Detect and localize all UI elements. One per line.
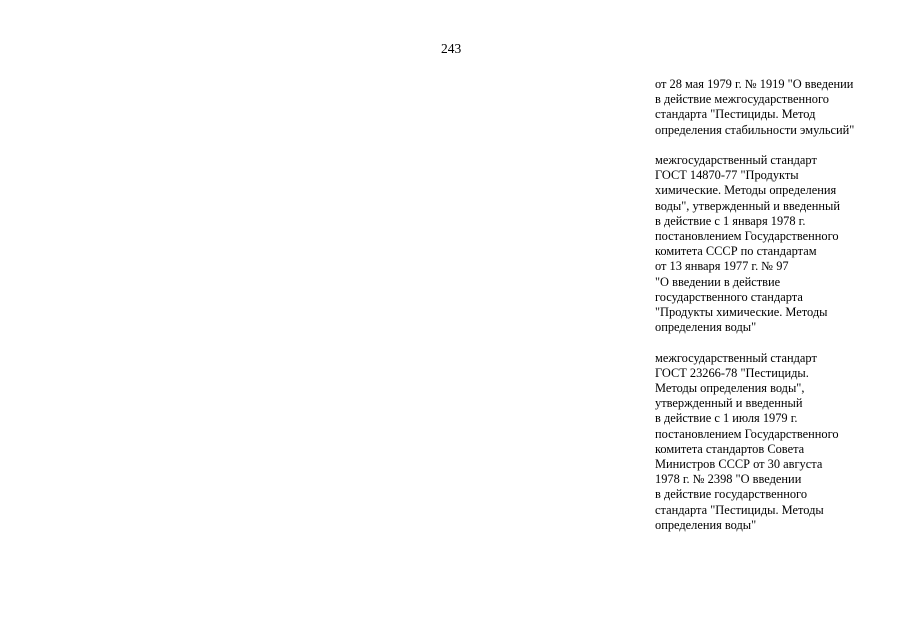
text-line: "О введении в действие <box>655 274 781 289</box>
text-line: комитета СССР по стандартам <box>655 244 817 259</box>
text-line: Методы определения воды", <box>655 381 805 396</box>
text-block-1 <box>655 77 895 138</box>
text-line: в действие с 1 июля 1979 г. <box>655 411 798 426</box>
text-line: межгосударственный стандарт <box>655 350 817 365</box>
text-line: химические. Методы определения <box>655 183 837 198</box>
page-number: 243 <box>441 41 462 56</box>
text-column <box>655 77 895 548</box>
text-line: определения стабильности эмульсий" <box>655 122 855 137</box>
text-line: стандарта "Пестициды. Метод <box>655 107 816 122</box>
text-line: межгосударственный стандарт <box>655 153 817 167</box>
text-line: утвержденный и введенный <box>655 396 803 411</box>
text-line: воды", утвержденный и введенный <box>655 198 840 213</box>
text-line: постановлением Государственного <box>655 426 839 441</box>
text-line: в действие с 1 января 1978 г. <box>655 213 806 228</box>
text-line: комитета стандартов Совета <box>655 441 805 456</box>
text-line: Министров СССР от 30 августа <box>655 457 823 472</box>
text-line: постановлением Государственного <box>655 229 839 244</box>
text-line: в действие межгосударственного <box>655 92 829 107</box>
text-line: ГОСТ 14870-77 "Продукты <box>655 168 799 183</box>
text-block-2 <box>655 153 895 335</box>
text-line: в действие государственного <box>655 487 808 502</box>
text-line: определения воды" <box>655 320 757 335</box>
text-line: определения воды" <box>655 517 757 532</box>
text-line: государственного стандарта <box>655 289 803 304</box>
text-line: стандарта "Пестициды. Методы <box>655 502 824 517</box>
text-block-3 <box>655 351 895 533</box>
text-line: "Продукты химические. Методы <box>655 305 828 320</box>
text-line: ГОСТ 23266-78 "Пестициды. <box>655 365 809 380</box>
text-line: от 28 мая 1979 г. № 1919 "О введении <box>655 77 854 91</box>
text-line: 1978 г. № 2398 "О введении <box>655 472 802 487</box>
text-line: от 13 января 1977 г. № 97 <box>655 259 789 274</box>
